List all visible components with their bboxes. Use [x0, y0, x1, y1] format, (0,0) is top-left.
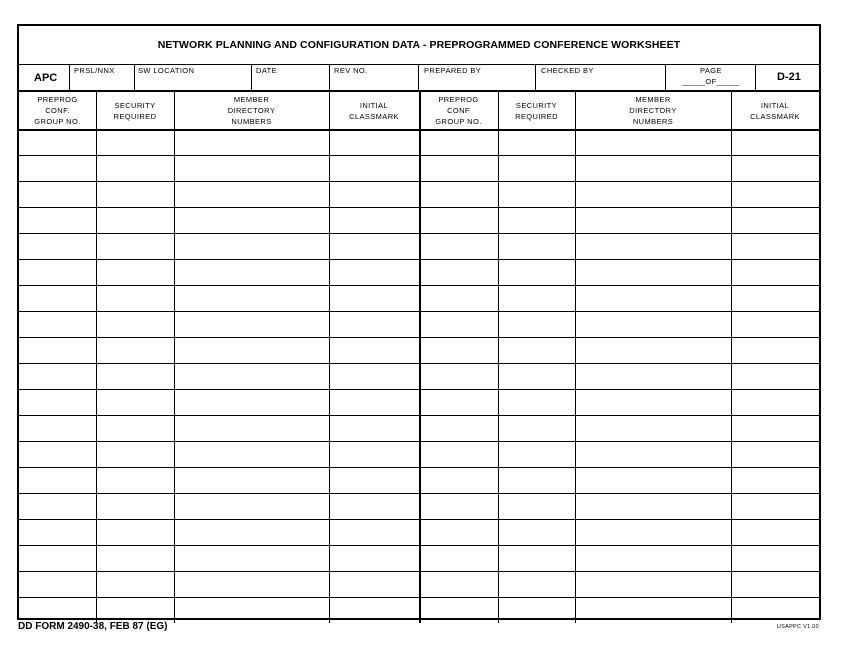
entry-cell[interactable] — [576, 338, 730, 362]
entry-cell[interactable] — [175, 260, 328, 284]
entry-cell[interactable] — [175, 286, 328, 310]
entry-cell[interactable] — [576, 364, 730, 388]
entry-cell[interactable] — [576, 182, 730, 206]
entry-cell[interactable] — [732, 416, 818, 440]
column-header — [575, 92, 731, 129]
column-header — [419, 92, 498, 129]
entry-cell[interactable] — [420, 390, 497, 414]
entry-cell[interactable] — [330, 572, 418, 596]
divider — [69, 64, 70, 90]
entry-cell[interactable] — [97, 260, 173, 284]
entry-cell[interactable] — [499, 338, 574, 362]
entry-cell[interactable] — [330, 260, 418, 284]
entry-cell[interactable] — [732, 468, 818, 492]
entry-cell[interactable] — [175, 442, 328, 466]
entry-cell[interactable] — [732, 546, 818, 570]
form-code: D-21 — [777, 71, 801, 83]
version-tag: USAPPC V1.00 — [776, 624, 819, 630]
column-header-line: REQUIRED — [113, 111, 157, 121]
entry-cell[interactable] — [175, 390, 328, 414]
entry-cell[interactable] — [330, 390, 418, 414]
entry-cell[interactable] — [499, 234, 574, 258]
entry-cell[interactable] — [175, 598, 328, 622]
entry-cell[interactable] — [330, 286, 418, 310]
entry-cell[interactable] — [420, 338, 497, 362]
column-header-line: INITIAL — [760, 100, 790, 110]
entry-cell[interactable] — [330, 546, 418, 570]
entry-cell[interactable] — [20, 338, 95, 362]
entry-cell[interactable] — [499, 572, 574, 596]
entry-cell[interactable] — [499, 364, 574, 388]
entry-cell[interactable] — [175, 234, 328, 258]
sw-location-field[interactable]: SW LOCATION — [138, 66, 195, 75]
entry-cell[interactable] — [20, 234, 95, 258]
column-header-line: CLASSMARK — [750, 111, 800, 121]
entry-cell[interactable] — [420, 260, 497, 284]
entry-cell[interactable] — [732, 286, 818, 310]
entry-cell[interactable] — [330, 208, 418, 232]
entry-cell[interactable] — [97, 364, 173, 388]
checked-by-field[interactable]: CHECKED BY — [541, 66, 594, 75]
entry-cell[interactable] — [732, 260, 818, 284]
entry-cell[interactable] — [20, 182, 95, 206]
entry-cell[interactable] — [499, 286, 574, 310]
entry-cell[interactable] — [499, 416, 574, 440]
entry-cell[interactable] — [175, 208, 328, 232]
entry-cell[interactable] — [97, 468, 173, 492]
entry-cell[interactable] — [175, 156, 328, 180]
column-header-line: DIRECTORY — [227, 106, 276, 115]
column-header — [498, 92, 575, 129]
entry-cell[interactable] — [97, 390, 173, 414]
entry-cell[interactable] — [499, 156, 574, 180]
entry-cell[interactable] — [576, 468, 730, 492]
entry-cell[interactable] — [576, 312, 730, 336]
entry-cell[interactable] — [732, 338, 818, 362]
entry-cell[interactable] — [499, 208, 574, 232]
entry-cell[interactable] — [420, 182, 497, 206]
entry-cell[interactable] — [732, 572, 818, 596]
divider — [134, 64, 135, 90]
entry-cell[interactable] — [576, 494, 730, 518]
divider — [755, 64, 756, 90]
entry-cell[interactable] — [499, 546, 574, 570]
entry-cell[interactable] — [175, 494, 328, 518]
entry-cell[interactable] — [732, 312, 818, 336]
entry-cell[interactable] — [576, 390, 730, 414]
entry-cell[interactable] — [420, 494, 497, 518]
entry-cell[interactable] — [330, 130, 418, 154]
divider — [329, 64, 330, 90]
entry-cell[interactable] — [175, 520, 328, 544]
entry-cell[interactable] — [97, 442, 173, 466]
entry-cell[interactable] — [175, 572, 328, 596]
entry-cell[interactable] — [330, 156, 418, 180]
form-number: DD FORM 2490-38, FEB 87 (EG) — [18, 621, 168, 632]
entry-cell[interactable] — [20, 364, 95, 388]
entry-cell[interactable] — [576, 598, 730, 622]
entry-cell[interactable] — [20, 468, 95, 492]
column-header-line: INITIAL — [359, 100, 389, 110]
entry-cell[interactable] — [420, 572, 497, 596]
entry-cell[interactable] — [576, 416, 730, 440]
entry-cell[interactable] — [732, 208, 818, 232]
entry-cell[interactable] — [20, 598, 95, 622]
entry-cell[interactable] — [732, 156, 818, 180]
column-header — [329, 92, 419, 129]
entry-cell[interactable] — [420, 364, 497, 388]
entry-cell[interactable] — [20, 546, 95, 570]
entry-cell[interactable] — [20, 520, 95, 544]
entry-cell[interactable] — [97, 208, 173, 232]
column-header-line: PREPROG — [37, 95, 78, 104]
entry-cell[interactable] — [20, 494, 95, 518]
entry-cell[interactable] — [499, 494, 574, 518]
entry-cell[interactable] — [420, 546, 497, 570]
entry-cell[interactable] — [175, 312, 328, 336]
entry-cell[interactable] — [20, 130, 95, 154]
entry-cell[interactable] — [420, 208, 497, 232]
entry-cell[interactable] — [576, 286, 730, 310]
column-header-line: CONF — [447, 106, 470, 115]
entry-cell[interactable] — [576, 260, 730, 284]
entry-cell[interactable] — [20, 286, 95, 310]
entry-cell[interactable] — [20, 208, 95, 232]
entry-cell[interactable] — [732, 130, 818, 154]
entry-cell[interactable] — [420, 286, 497, 310]
entry-cell[interactable] — [97, 338, 173, 362]
entry-cell[interactable] — [97, 572, 173, 596]
column-header-line: REQUIRED — [515, 111, 558, 121]
divider — [251, 64, 252, 90]
entry-cell[interactable] — [330, 494, 418, 518]
entry-cell[interactable] — [732, 182, 818, 206]
entry-cell[interactable] — [732, 234, 818, 258]
page-label: PAGE — [700, 66, 722, 75]
entry-cell[interactable] — [330, 182, 418, 206]
entry-cell[interactable] — [97, 182, 173, 206]
entry-cell[interactable] — [330, 442, 418, 466]
entry-cell[interactable] — [330, 338, 418, 362]
column-header-line: GROUP NO. — [34, 117, 81, 126]
rev-no-field[interactable]: REV NO. — [334, 66, 368, 75]
entry-cell[interactable] — [576, 234, 730, 258]
entry-cell[interactable] — [175, 468, 328, 492]
column-header-line: CONF. — [45, 106, 70, 115]
column-header — [174, 92, 329, 129]
entry-cell[interactable] — [330, 520, 418, 544]
entry-cell[interactable] — [499, 442, 574, 466]
prepared-by-field[interactable]: PREPARED BY — [424, 66, 482, 75]
date-field[interactable]: DATE — [256, 66, 278, 75]
entry-cell[interactable] — [20, 572, 95, 596]
column-header-line: DIRECTORY — [629, 106, 677, 115]
entry-cell[interactable] — [732, 598, 818, 622]
entry-cell[interactable] — [97, 546, 173, 570]
entry-cell[interactable] — [420, 416, 497, 440]
entry-cell[interactable] — [499, 312, 574, 336]
entry-cell[interactable] — [97, 416, 173, 440]
entry-cell[interactable] — [499, 260, 574, 284]
column-header — [731, 92, 819, 129]
entry-cell[interactable] — [420, 598, 497, 622]
entry-cell[interactable] — [499, 390, 574, 414]
entry-cell[interactable] — [732, 442, 818, 466]
entry-cell[interactable] — [97, 156, 173, 180]
entry-cell[interactable] — [420, 234, 497, 258]
entry-cell[interactable] — [420, 156, 497, 180]
entry-cell[interactable] — [97, 234, 173, 258]
entry-cell[interactable] — [20, 442, 95, 466]
entry-cell[interactable] — [499, 182, 574, 206]
entry-cell[interactable] — [732, 494, 818, 518]
entry-cell[interactable] — [175, 364, 328, 388]
entry-cell[interactable] — [175, 130, 328, 154]
column-header-line: GROUP NO. — [435, 117, 482, 126]
entry-cell[interactable] — [420, 520, 497, 544]
entry-cell[interactable] — [732, 364, 818, 388]
entry-cell[interactable] — [175, 416, 328, 440]
entry-cell[interactable] — [576, 156, 730, 180]
entry-cell[interactable] — [97, 286, 173, 310]
entry-cell[interactable] — [20, 390, 95, 414]
worksheet-form — [17, 24, 821, 620]
entry-cell[interactable] — [20, 312, 95, 336]
column-header — [96, 92, 174, 129]
entry-cell[interactable] — [499, 520, 574, 544]
entry-cell[interactable] — [97, 130, 173, 154]
column-header-line: SECURITY — [114, 100, 156, 110]
divider — [665, 64, 666, 90]
entry-cell[interactable] — [576, 208, 730, 232]
prsl-nnx-field[interactable]: PRSL/NNX — [74, 66, 115, 75]
page-of-field[interactable]: _____OF_____ — [682, 77, 740, 86]
entry-cell[interactable] — [420, 130, 497, 154]
entry-cell[interactable] — [499, 598, 574, 622]
entry-cell[interactable] — [576, 520, 730, 544]
column-header-line: MEMBER — [635, 95, 671, 104]
entry-cell[interactable] — [97, 494, 173, 518]
entry-cell[interactable] — [499, 468, 574, 492]
entry-cell[interactable] — [330, 312, 418, 336]
column-header-line: SECURITY — [515, 100, 558, 110]
apc-label: APC — [34, 72, 58, 84]
entry-cell[interactable] — [20, 260, 95, 284]
entry-cell[interactable] — [175, 182, 328, 206]
divider — [19, 64, 819, 65]
entry-cell[interactable] — [732, 520, 818, 544]
divider — [535, 64, 536, 90]
entry-cell[interactable] — [330, 598, 418, 622]
entry-cell[interactable] — [175, 338, 328, 362]
entry-cell[interactable] — [420, 442, 497, 466]
entry-cell[interactable] — [330, 234, 418, 258]
entry-cell[interactable] — [732, 390, 818, 414]
entry-cell[interactable] — [20, 416, 95, 440]
column-header-line: NUMBERS — [632, 117, 674, 126]
entry-cell[interactable] — [330, 364, 418, 388]
column-header — [19, 92, 96, 129]
entry-cell[interactable] — [499, 130, 574, 154]
entry-cell[interactable] — [576, 546, 730, 570]
entry-cell[interactable] — [576, 442, 730, 466]
form-title: NETWORK PLANNING AND CONFIGURATION DATA - PREPROGRAMMED CONFERENCE WORKSHEET — [157, 39, 681, 51]
entry-cell[interactable] — [175, 546, 328, 570]
entry-cell[interactable] — [20, 156, 95, 180]
entry-cell[interactable] — [97, 312, 173, 336]
entry-cell[interactable] — [330, 468, 418, 492]
entry-cell[interactable] — [97, 520, 173, 544]
entry-cell[interactable] — [420, 312, 497, 336]
divider — [418, 64, 419, 90]
column-header-line: PREPROG — [438, 95, 479, 104]
entry-cell[interactable] — [420, 468, 497, 492]
entry-cell[interactable] — [330, 416, 418, 440]
column-header-line: CLASSMARK — [349, 111, 399, 121]
entry-cell[interactable] — [576, 572, 730, 596]
column-header-line: MEMBER — [233, 95, 270, 104]
entry-cell[interactable] — [97, 598, 173, 622]
column-header-line: NUMBERS — [231, 117, 272, 126]
entry-cell[interactable] — [576, 130, 730, 154]
